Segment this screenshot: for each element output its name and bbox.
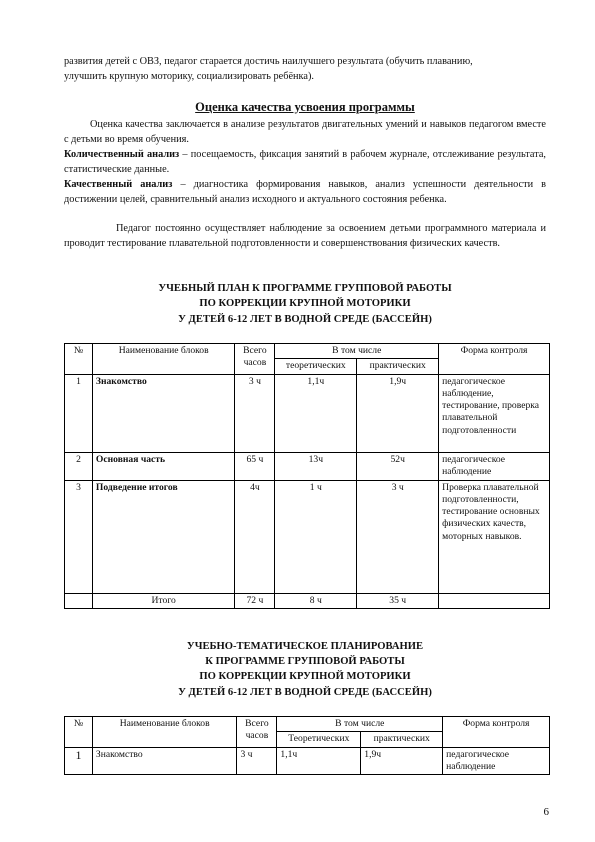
table-row — [65, 374, 550, 452]
table-row — [65, 480, 550, 593]
table-row — [65, 747, 550, 775]
header-including: В том числе — [277, 717, 443, 732]
header-name: Наименование блоков — [92, 717, 237, 748]
row-form: педагогическое наблюдение — [439, 452, 550, 480]
row-num: 3 — [65, 480, 93, 593]
row-name: Основная часть — [92, 452, 235, 480]
thematic-table — [64, 716, 550, 775]
intro-line-1: развития детей с ОВЗ, педагог старается достичь наилучшего результата (обучить плаванию, — [64, 56, 473, 67]
row-total: 3 ч — [237, 747, 277, 775]
row-total: 65 ч — [235, 452, 275, 480]
row-theory: 13ч — [275, 452, 357, 480]
quantitative-label: Количественный анализ — [64, 149, 180, 160]
quality-section-title: Оценка качества усвоения программы — [195, 100, 415, 114]
quantitative-text: – посещаемость, фиксация занятий в рабочем журнале, отслеживание результата, статистические данные. — [64, 149, 546, 175]
row-name: Подведение итогов — [92, 480, 235, 593]
qualitative-label: Качественный анализ — [64, 179, 173, 190]
row-form: Проверка плавательной подготовленности, тестирование основных физических качеств, моторных навыков. — [439, 480, 550, 593]
plan-title-line-2: ПО КОРРЕКЦИИ КРУПНОЙ МОТОРИКИ — [199, 298, 411, 309]
table-header-row — [65, 717, 550, 732]
thematic-title-line-4: У ДЕТЕЙ 6-12 ЛЕТ В ВОДНОЙ СРЕДЕ (БАССЕЙН) — [178, 687, 432, 698]
plan-title-line-1: УЧЕБНЫЙ ПЛАН К ПРОГРАММЕ ГРУППОВОЙ РАБОТЫ — [158, 283, 452, 294]
quality-paragraph: Оценка качества заключается в анализе результатов двигательных умений и навыков педагогом вместе с детьми во время обучения. — [64, 119, 546, 145]
total-theory: 8 ч — [275, 593, 357, 608]
row-practice: 1,9ч — [357, 374, 439, 452]
row-name: Знакомство — [92, 374, 235, 452]
plan-title-line-3: У ДЕТЕЙ 6-12 ЛЕТ В ВОДНОЙ СРЕДЕ (БАССЕЙН) — [178, 314, 432, 325]
row-total: 4ч — [235, 480, 275, 593]
header-practice: практических — [357, 359, 439, 374]
row-form: педагогическое наблюдение — [443, 747, 550, 775]
thematic-title-line-3: ПО КОРРЕКЦИИ КРУПНОЙ МОТОРИКИ — [199, 671, 411, 682]
total-empty-cell — [65, 593, 93, 608]
thematic-title-line-2: К ПРОГРАММЕ ГРУППОВОЙ РАБОТЫ — [205, 656, 405, 667]
row-total: 3 ч — [235, 374, 275, 452]
row-theory: 1 ч — [275, 480, 357, 593]
header-total: Всего часов — [235, 344, 275, 375]
table-row — [65, 452, 550, 480]
header-total: Всего часов — [237, 717, 277, 748]
qualitative-text: – диагностика формирования навыков, анализ успешности деятельности в достижении целей, сравнительный анализ исходного и актуального состояния ребенка. — [64, 179, 546, 205]
total-label: Итого — [92, 593, 235, 608]
row-num: 2 — [65, 452, 93, 480]
intro-line-2: улучшить крупную моторику, социализировать ребёнка). — [64, 71, 314, 82]
row-name: Знакомство — [92, 747, 237, 775]
header-form: Форма контроля — [439, 344, 550, 375]
row-practice: 52ч — [357, 452, 439, 480]
row-num: 1 — [65, 374, 93, 452]
row-theory: 1,1ч — [275, 374, 357, 452]
table-header-row — [65, 344, 550, 359]
header-theory: Теоретических — [277, 732, 361, 747]
total-form-empty — [439, 593, 550, 608]
observation-paragraph: Педагог постоянно осуществляет наблюдение за освоением детьми программного материала и проводит тестирование плавательной подготовленности и совершенствования физических качеств. — [64, 223, 546, 249]
row-practice: 3 ч — [357, 480, 439, 593]
page-number: 6 — [543, 806, 549, 818]
header-name: Наименование блоков — [92, 344, 235, 375]
row-form: педагогическое наблюдение, тестирование, проверка плавательной подготовленности — [439, 374, 550, 452]
row-practice: 1,9ч — [361, 747, 443, 775]
curriculum-table — [64, 343, 550, 609]
header-form: Форма контроля — [443, 717, 550, 748]
header-practice: практических — [361, 732, 443, 747]
table-total-row — [65, 593, 550, 608]
row-theory: 1,1ч — [277, 747, 361, 775]
row-num: 1 — [65, 747, 93, 775]
thematic-title-line-1: УЧЕБНО-ТЕМАТИЧЕСКОЕ ПЛАНИРОВАНИЕ — [186, 641, 424, 652]
header-num: № — [65, 717, 93, 748]
header-including: В том числе — [275, 344, 439, 359]
quantitative-paragraph — [64, 148, 546, 177]
qualitative-paragraph — [64, 178, 546, 207]
header-num: № — [65, 344, 93, 375]
total-practice: 35 ч — [357, 593, 439, 608]
header-theory: теоретических — [275, 359, 357, 374]
total-hours: 72 ч — [235, 593, 275, 608]
